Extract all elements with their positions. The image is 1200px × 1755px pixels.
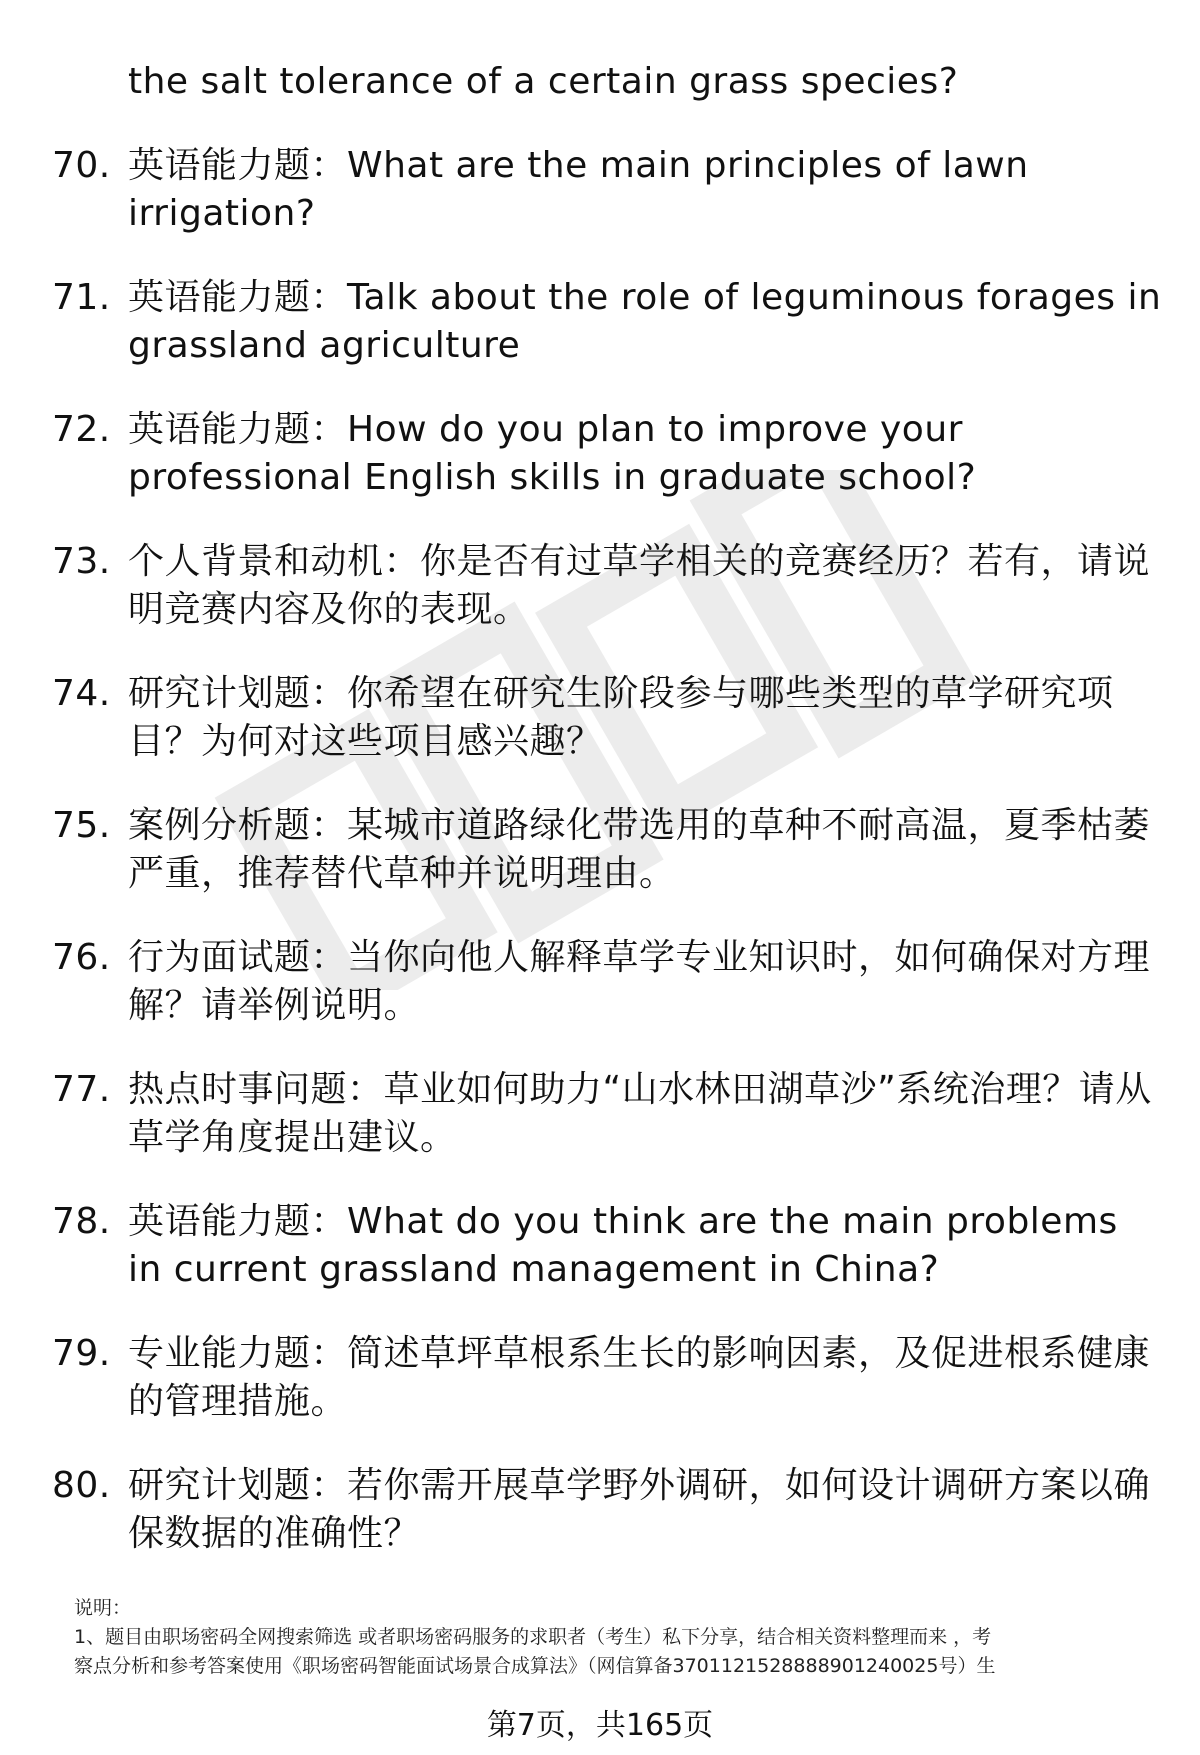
question-item	[52, 1198, 1162, 1330]
question-number: 80.	[52, 1465, 111, 1506]
question-number: 77.	[52, 1069, 111, 1110]
question-number: 70.	[52, 145, 111, 186]
question-number: 79.	[52, 1333, 111, 1374]
question-item	[52, 1330, 1162, 1462]
question-text: 专业能力题：简述草坪草根系生长的影响因素，及促进根系健康的管理措施。	[128, 1333, 1151, 1422]
question-text: 英语能力题：What are the main principles of lawn irrigation?	[128, 145, 1029, 234]
question-item	[52, 1066, 1162, 1198]
question-item	[52, 934, 1162, 1066]
question-list	[52, 142, 1162, 1594]
question-number: 76.	[52, 937, 111, 978]
question-text: 研究计划题：你希望在研究生阶段参与哪些类型的草学研究项目？为何对这些项目感兴趣？	[128, 673, 1114, 762]
question-item	[52, 670, 1162, 802]
footer-note	[74, 1594, 1154, 1681]
question-text: 行为面试题：当你向他人解释草学专业知识时，如何确保对方理解？请举例说明。	[128, 937, 1151, 1026]
question-text: 英语能力题：What do you think are the main problems in current grassland management in China?	[128, 1201, 1118, 1290]
question-item	[52, 274, 1162, 406]
question-continuation-text: the salt tolerance of a certain grass species?	[128, 61, 959, 102]
question-number: 71.	[52, 277, 111, 318]
footer-note-line: 察点分析和参考答案使用《职场密码智能面试场景合成算法》（网信算备3701121528888901240025号）生	[74, 1655, 996, 1677]
question-text: 个人背景和动机：你是否有过草学相关的竞赛经历？若有，请说明竞赛内容及你的表现。	[128, 541, 1151, 630]
footer-note-line: 1、题目由职场密码全网搜索筛选 或者职场密码服务的求职者（考生）私下分享，结合相关资料整理而来 ，考	[74, 1626, 992, 1648]
question-text: 英语能力题：How do you plan to improve your professional English skills in graduate school?	[128, 409, 977, 498]
question-text: 英语能力题：Talk about the role of leguminous forages in grassland agriculture	[128, 277, 1162, 366]
question-text: 热点时事问题：草业如何助力“山水林田湖草沙”系统治理？请从草学角度提出建议。	[128, 1069, 1152, 1158]
question-item	[52, 406, 1162, 538]
question-text: 研究计划题：若你需开展草学野外调研，如何设计调研方案以确保数据的准确性？	[128, 1465, 1151, 1554]
question-item	[52, 142, 1162, 274]
question-item	[52, 538, 1162, 670]
page-number: 第7页，共165页	[486, 1708, 714, 1743]
footer-note-label: 说明：	[74, 1597, 132, 1619]
question-number: 75.	[52, 805, 111, 846]
question-number: 78.	[52, 1201, 111, 1242]
question-number: 72.	[52, 409, 111, 450]
question-number: 73.	[52, 541, 111, 582]
question-item	[52, 802, 1162, 934]
question-number: 74.	[52, 673, 111, 714]
question-text: 案例分析题：某城市道路绿化带选用的草种不耐高温，夏季枯萎严重，推荐替代草种并说明理由。	[128, 805, 1151, 894]
question-item	[52, 1462, 1162, 1594]
